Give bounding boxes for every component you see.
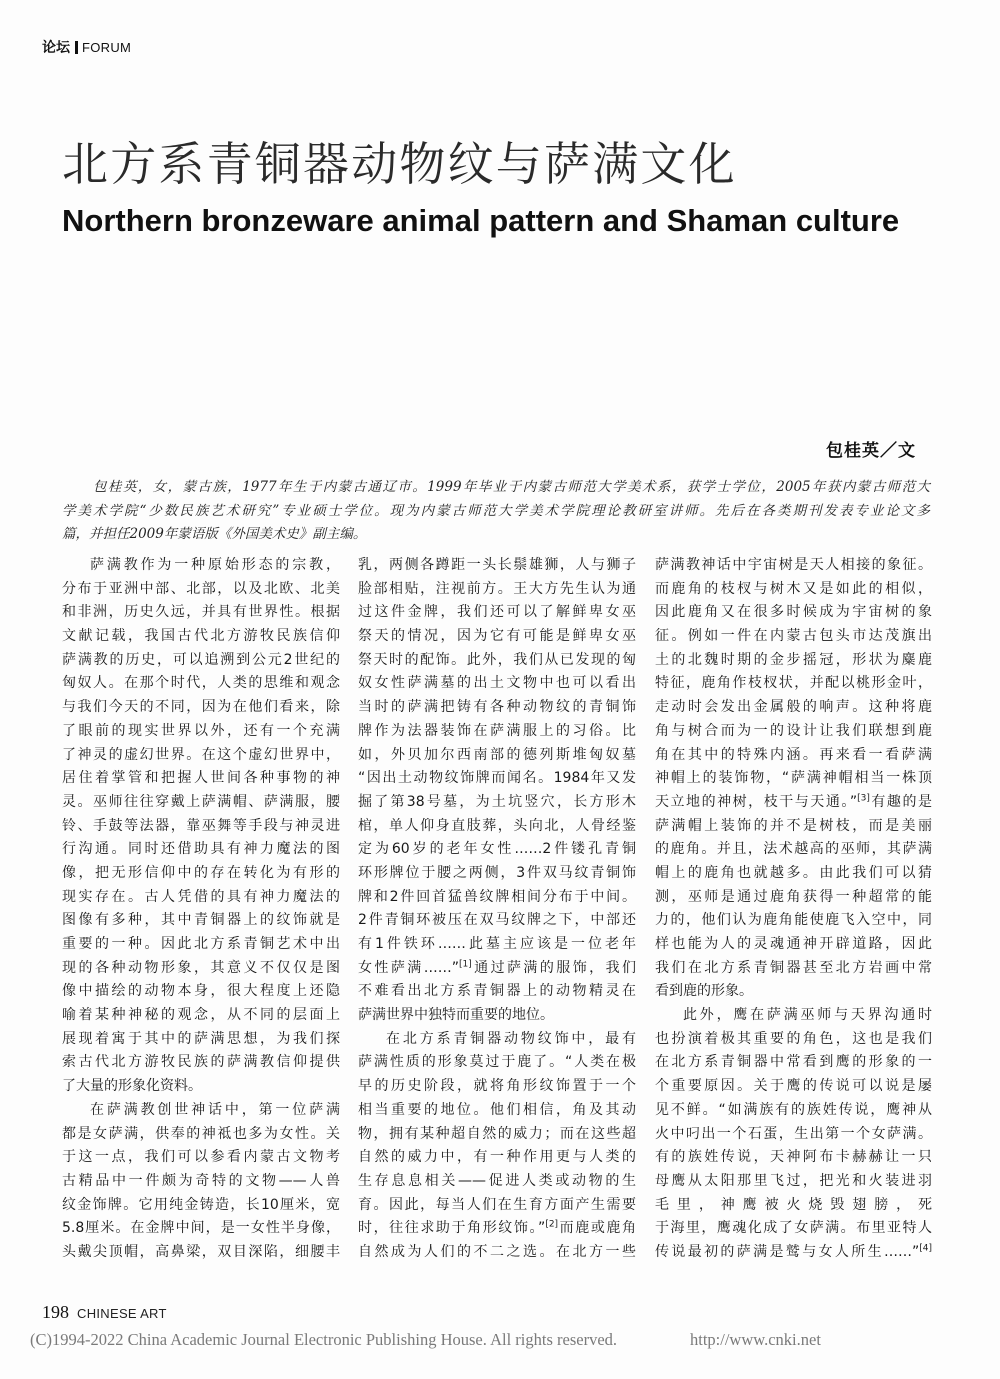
citation-ref: [4]: [919, 1243, 932, 1254]
text-line: 萨满性质的形象莫过于鹿了。“人类在极: [358, 1054, 636, 1071]
text-line: 棺，单人仰身直肢葬，头向北，人骨经鉴: [358, 817, 636, 834]
text-line: 母鹰从太阳那里飞过，把光和火装进羽: [655, 1172, 932, 1189]
citation-ref: [3]: [857, 793, 870, 804]
text-line: 重要的一种。因此北方系青铜艺术中出: [62, 936, 340, 952]
text-line: 文献记载，我国古代北方游牧民族信仰: [62, 628, 340, 645]
text-line: 与我们今天的不同，因为在他们看来，除: [62, 699, 340, 716]
text-line: 测，巫师是通过鹿角获得一种超常的能: [655, 888, 932, 905]
text-line: 特征，鹿角作枝杈状，并配以桃形金叶，: [655, 675, 932, 692]
citation-ref: [1]: [458, 959, 472, 970]
text-line: 环形牌位于腰之两侧，3件双马纹青铜饰: [358, 864, 636, 881]
article-title-english: Northern bronzeware animal pattern and Shaman culture: [62, 203, 900, 238]
text-line: 在北方系青铜器动物纹饰中，最有: [386, 1030, 636, 1047]
text-line: 帽上的鹿角也就越多。由此我们可以猜: [655, 864, 932, 881]
text-segment: 传说最初的萨满是鹫与女人所生……”: [655, 1243, 920, 1260]
text-line: 当时的萨满把铸有各种动物纹的青铜饰: [358, 699, 636, 716]
text-line: [655, 1241, 932, 1265]
text-line: 我们在北方系青铜器甚至北方岩画中常: [655, 959, 932, 976]
separator-bar: [75, 41, 78, 54]
author-byline: 包桂英／文: [826, 441, 916, 461]
text-line: 萨满教作为一种原始形态的宗教，: [90, 557, 340, 573]
author-bio-line: 篇，并担任2009年蒙语版《外国美术史》副主编。: [62, 526, 367, 542]
text-line: 于海里，鹰魂化成了女萨满。布里亚特人: [655, 1220, 932, 1237]
page-number: 198: [42, 1302, 69, 1322]
text-line: 见不鲜。“如满族有的族姓传说，鹰神从: [655, 1101, 932, 1118]
text-segment: 而鹿或鹿角: [558, 1220, 636, 1237]
text-line: 了大量的形象化资料。: [62, 1078, 202, 1095]
text-line: 了神灵的虚幻世界。在这个虚幻世界中，: [62, 746, 340, 763]
author-bio: [62, 476, 930, 547]
text-line: 索古代北方游牧民族的萨满教信仰提供: [62, 1054, 340, 1071]
article-title-chinese: 北方系青铜器动物纹与萨满文化: [62, 137, 737, 191]
text-line: 萨满教的历史，可以追溯到公元2世纪的: [62, 651, 340, 668]
text-line: 角与树合而为一的设计让我们联想到鹿: [655, 722, 932, 739]
text-line: 育。因此，每当人们在生育方面产生需要: [358, 1196, 636, 1213]
text-line: 也扮演着极其重要的角色，这也是我们: [655, 1030, 932, 1047]
text-line: 脸部相贴，注视前方。王大方先生认为通: [358, 580, 636, 597]
text-segment: 时，往往求助于角形纹饰。”: [358, 1220, 546, 1237]
text-line: 生存息息相关——促进人类或动物的生: [358, 1172, 636, 1189]
author-bio-line: 包桂英，女，蒙古族，1977年生于内蒙古通辽市。1999年毕业于内蒙古师范大学美术系，获学士学位，2005年获内蒙古师范大: [93, 479, 930, 495]
text-line: 了眼前的现实世界以外，还有一个充满: [62, 722, 340, 739]
text-line: 在萨满教创世神话中，第一位萨满: [90, 1101, 340, 1118]
text-line: 征。例如一件在内蒙古包头市达茂旗出: [655, 628, 932, 645]
text-line: 火中叼出一个石蛋，生出第一个女萨满。: [655, 1125, 932, 1142]
section-label-english: FORUM: [82, 39, 132, 55]
citation-ref: [2]: [545, 1219, 559, 1230]
text-line: 现实存在。古人凭借的具有神力魔法的: [62, 888, 340, 905]
page-footer: [42, 1302, 167, 1322]
text-line: 因此鹿角又在很多时候成为宇宙树的象: [655, 604, 932, 621]
text-line: 图像有多种，其中青铜器上的纹饰就是: [62, 912, 340, 929]
text-line: 乳，两侧各蹲距一头长鬃雄狮，人与狮子: [358, 557, 636, 573]
paragraph: [62, 1099, 340, 1265]
text-line: 匈奴人。在那个时代，人类的思维和观念: [62, 675, 340, 692]
paragraph: [62, 554, 340, 1099]
text-line: 牌作为法器装饰在萨满服上的习俗。比: [358, 722, 636, 739]
text-line: 角在其中的特殊内涵。再来看一看萨满: [655, 746, 932, 763]
text-line: 2件青铜环被压在双马纹牌之下，中部还: [358, 912, 636, 929]
text-line: 个重要原因。关于鹰的传说可以说是屡: [655, 1078, 932, 1095]
text-line: 古精品中一件颇为奇特的文物——人兽: [62, 1172, 340, 1189]
text-column: [62, 554, 340, 1265]
text-line: 定为60岁的老年女性……2件镂孔青铜: [358, 841, 636, 858]
text-line: 萨满帽上装饰的并不是树枝，而是美丽: [655, 817, 932, 834]
text-segment: 通过萨满的服饰，我们: [471, 959, 636, 976]
text-line: 有的族姓传说，天神阿布卡赫赫让一只: [655, 1149, 932, 1166]
section-label-chinese: 论坛: [42, 40, 70, 56]
text-line: 神帽上的装饰物，“萨满神帽相当一株顶: [655, 770, 932, 787]
text-line: 此外，鹰在萨满巫师与天界沟通时: [683, 1007, 932, 1024]
text-line: 铃、手鼓等法器，靠巫舞等手段与神灵进: [62, 817, 340, 834]
text-line: 牌和2件回首猛兽纹牌相间分布于中间。: [358, 888, 636, 905]
text-line: 而鹿角的枝杈与树木又是如此的相似，: [655, 580, 932, 597]
text-line: 萨满世界中独特而重要的地位。: [358, 1007, 554, 1024]
text-line: [358, 1217, 636, 1241]
text-line: 的鹿角。并且，法术越高的巫师，其萨满: [655, 841, 932, 858]
text-line: 物，拥有某种超自然的威力；而在这些超: [358, 1125, 636, 1142]
text-line: 相当重要的地位。他们相信，角及其动: [358, 1101, 636, 1118]
text-line: 喻着某种神秘的观念，从不同的层面上: [62, 1007, 340, 1024]
text-line: 自然成为人们的不二之选。在北方一些: [358, 1243, 636, 1260]
text-line: 看到鹿的形象。: [655, 983, 753, 1000]
text-line: 现的各种动物形象，其意义不仅仅是图: [62, 959, 340, 976]
text-line: 毛里，神鹰被火烧毁翅膀，死: [655, 1196, 932, 1213]
text-segment: 天立地的神树，枝干与天通。”: [655, 793, 858, 810]
text-column: [655, 554, 932, 1265]
paragraph: [358, 554, 636, 1028]
text-line: [655, 791, 932, 815]
text-line: 行沟通。同时还借助具有神力魔法的图: [62, 841, 340, 858]
text-line: 都是女萨满，供奉的神祗也多为女性。关: [62, 1125, 340, 1142]
text-line: 灵。巫师往往穿戴上萨满帽、萨满服，腰: [62, 793, 340, 810]
text-line: 有1件铁环……此墓主应该是一位老年: [358, 936, 636, 952]
text-line: 像，把无形信仰中的存在转化为有形的: [62, 864, 340, 881]
text-line: 萨满教神话中宇宙树是天人相接的象征。: [655, 557, 932, 573]
text-segment: 女性萨满……”: [358, 959, 459, 976]
magazine-name: CHINESE ART: [77, 1306, 167, 1321]
text-line: 自然的威力中，有一种作用更与人类的: [358, 1149, 636, 1166]
copyright-notice: (C)1994-2022 China Academic Journal Electronic Publishing House. All rights reserved.: [30, 1330, 618, 1349]
text-line: 不难看出北方系青铜器上的动物精灵在: [358, 983, 636, 1000]
text-line: 奴女性萨满墓的出土文物中也可以看出: [358, 675, 636, 692]
text-line: 如，外贝加尔西南部的德列斯堆匈奴墓: [358, 746, 636, 763]
text-line: 和非洲，历史久远，并具有世界性。根据: [62, 604, 340, 621]
publisher-url: http://www.cnki.net: [690, 1330, 821, 1349]
text-line: 展现着寓于其中的萨满思想，为我们探: [62, 1030, 340, 1047]
text-line: 过这件金牌，我们还可以了解鲜卑女巫: [358, 604, 636, 621]
text-line: 分布于亚洲中部、北部，以及北欧、北美: [62, 580, 340, 597]
text-line: 纹金饰牌。它用纯金铸造，长10厘米，宽: [62, 1196, 340, 1213]
text-line: 头戴尖顶帽，高鼻梁，双目深陷，细腰丰: [62, 1243, 340, 1260]
text-line: 像中描绘的动物本身，很大程度上还隐: [62, 983, 340, 1000]
text-line: 力的，他们认为鹿角能使鹿飞入空中，同: [655, 912, 932, 929]
section-header: [42, 38, 131, 56]
author-bio-line: 学美术学院“少数民族艺术研究”专业硕士学位。现为内蒙古师范大学美术学院理论教研室讲师。先后在各类期刊发表专业论文多: [62, 502, 930, 519]
text-line: 在北方系青铜器中常看到鹰的形象的一: [655, 1054, 932, 1071]
text-line: 早的历史阶段，就将角形纹饰置于一个: [358, 1078, 636, 1095]
paragraph: [358, 1028, 636, 1265]
text-line: [358, 957, 636, 981]
text-line: 土的北魏时期的金步摇冠，形状为麋鹿: [655, 651, 932, 668]
paragraph: [655, 554, 932, 1004]
text-line: 掘了第38号墓，为土坑竖穴，长方形木: [358, 793, 636, 810]
text-line: 居住着掌管和把握人世间各种事物的神: [62, 770, 340, 787]
text-line: 5.8厘米。在金牌中间，是一女性半身像，: [62, 1220, 340, 1237]
text-line: 祭天的情况，因为它有可能是鲜卑女巫: [358, 628, 636, 645]
text-line: 走动时会发出金属般的响声。这种将鹿: [655, 699, 932, 716]
text-line: 样也能为人的灵魂通神开辟道路，因此: [655, 936, 932, 952]
text-column: [358, 554, 636, 1265]
text-line: 于这一点，我们可以参看内蒙古文物考: [62, 1149, 340, 1166]
text-segment: 有趣的是: [869, 793, 932, 810]
text-line: 祭天时的配饰。此外，我们从已发现的匈: [358, 651, 636, 668]
paragraph: [655, 1004, 932, 1265]
text-line: “因出土动物纹饰牌而闻名。1984年又发: [358, 770, 636, 787]
